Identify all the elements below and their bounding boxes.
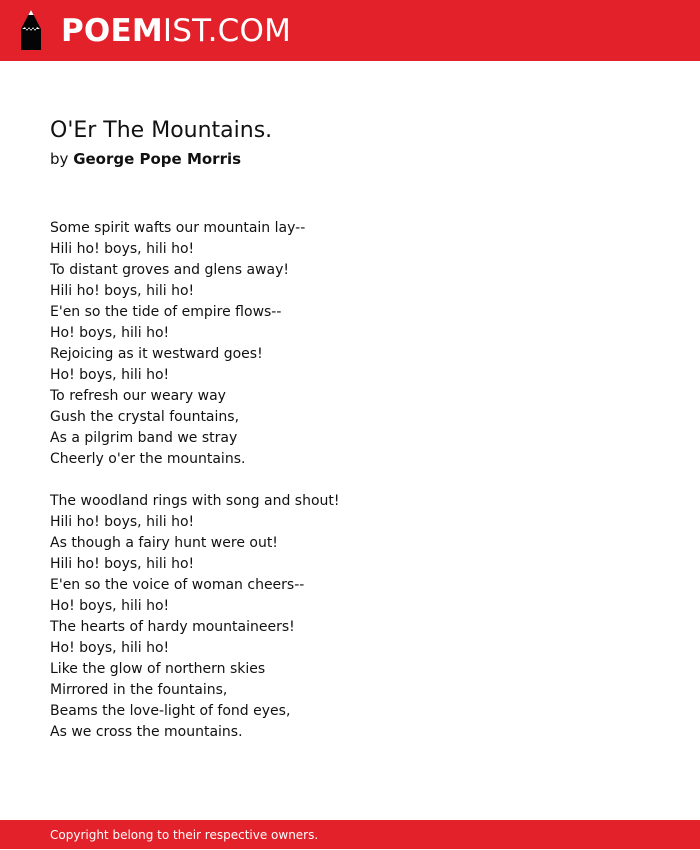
poem-line: Gush the crystal fountains, bbox=[50, 409, 240, 425]
poem-line: As we cross the mountains. bbox=[50, 724, 243, 740]
poem-line: To distant groves and glens away! bbox=[50, 262, 289, 278]
poem-line: E'en so the tide of empire flows-- bbox=[50, 304, 282, 320]
byline-prefix: by bbox=[50, 150, 69, 168]
poem-title: O'Er The Mountains. bbox=[50, 118, 273, 143]
poem-line: E'en so the voice of woman cheers-- bbox=[50, 577, 305, 593]
poem-line: As though a fairy hunt were out! bbox=[50, 535, 278, 551]
copyright-text: Copyright belong to their respective owners. bbox=[50, 828, 319, 842]
poem-line: Hili ho! boys, hili ho! bbox=[50, 283, 195, 299]
poem-line: The hearts of hardy mountaineers! bbox=[50, 619, 295, 635]
poem-line: Beams the love-light of fond eyes, bbox=[50, 703, 291, 719]
poem-line: Ho! boys, hili ho! bbox=[50, 325, 170, 341]
poem-line: As a pilgrim band we stray bbox=[50, 430, 238, 446]
author-name: George Pope Morris bbox=[73, 150, 242, 168]
poem-line: Ho! boys, hili ho! bbox=[50, 640, 170, 656]
byline bbox=[50, 148, 241, 170]
poem-line: Ho! boys, hili ho! bbox=[50, 598, 170, 614]
pencil-icon bbox=[17, 9, 45, 51]
poem-line: Hili ho! boys, hili ho! bbox=[50, 556, 195, 572]
poem-body bbox=[50, 218, 660, 764]
stanza-2 bbox=[50, 491, 660, 743]
site-logo[interactable] bbox=[61, 11, 291, 51]
site-footer bbox=[0, 820, 700, 849]
site-header bbox=[0, 0, 700, 61]
poem-line: Hili ho! boys, hili ho! bbox=[50, 241, 195, 257]
poem-line: Ho! boys, hili ho! bbox=[50, 367, 170, 383]
poem-line: Cheerly o'er the mountains. bbox=[50, 451, 246, 467]
poem-line: Some spirit wafts our mountain lay-- bbox=[50, 220, 306, 236]
logo-domain-text: IST.COM bbox=[162, 13, 292, 49]
poem-line: Rejoicing as it westward goes! bbox=[50, 346, 263, 362]
stanza-1 bbox=[50, 218, 660, 470]
logo-strong-text: POEM bbox=[61, 13, 163, 49]
poem-line: Hili ho! boys, hili ho! bbox=[50, 514, 195, 530]
poem-line: Mirrored in the fountains, bbox=[50, 682, 228, 698]
poem-line: The woodland rings with song and shout! bbox=[50, 493, 340, 509]
poem-line: To refresh our weary way bbox=[50, 388, 226, 404]
poem-line: Like the glow of northern skies bbox=[50, 661, 266, 677]
